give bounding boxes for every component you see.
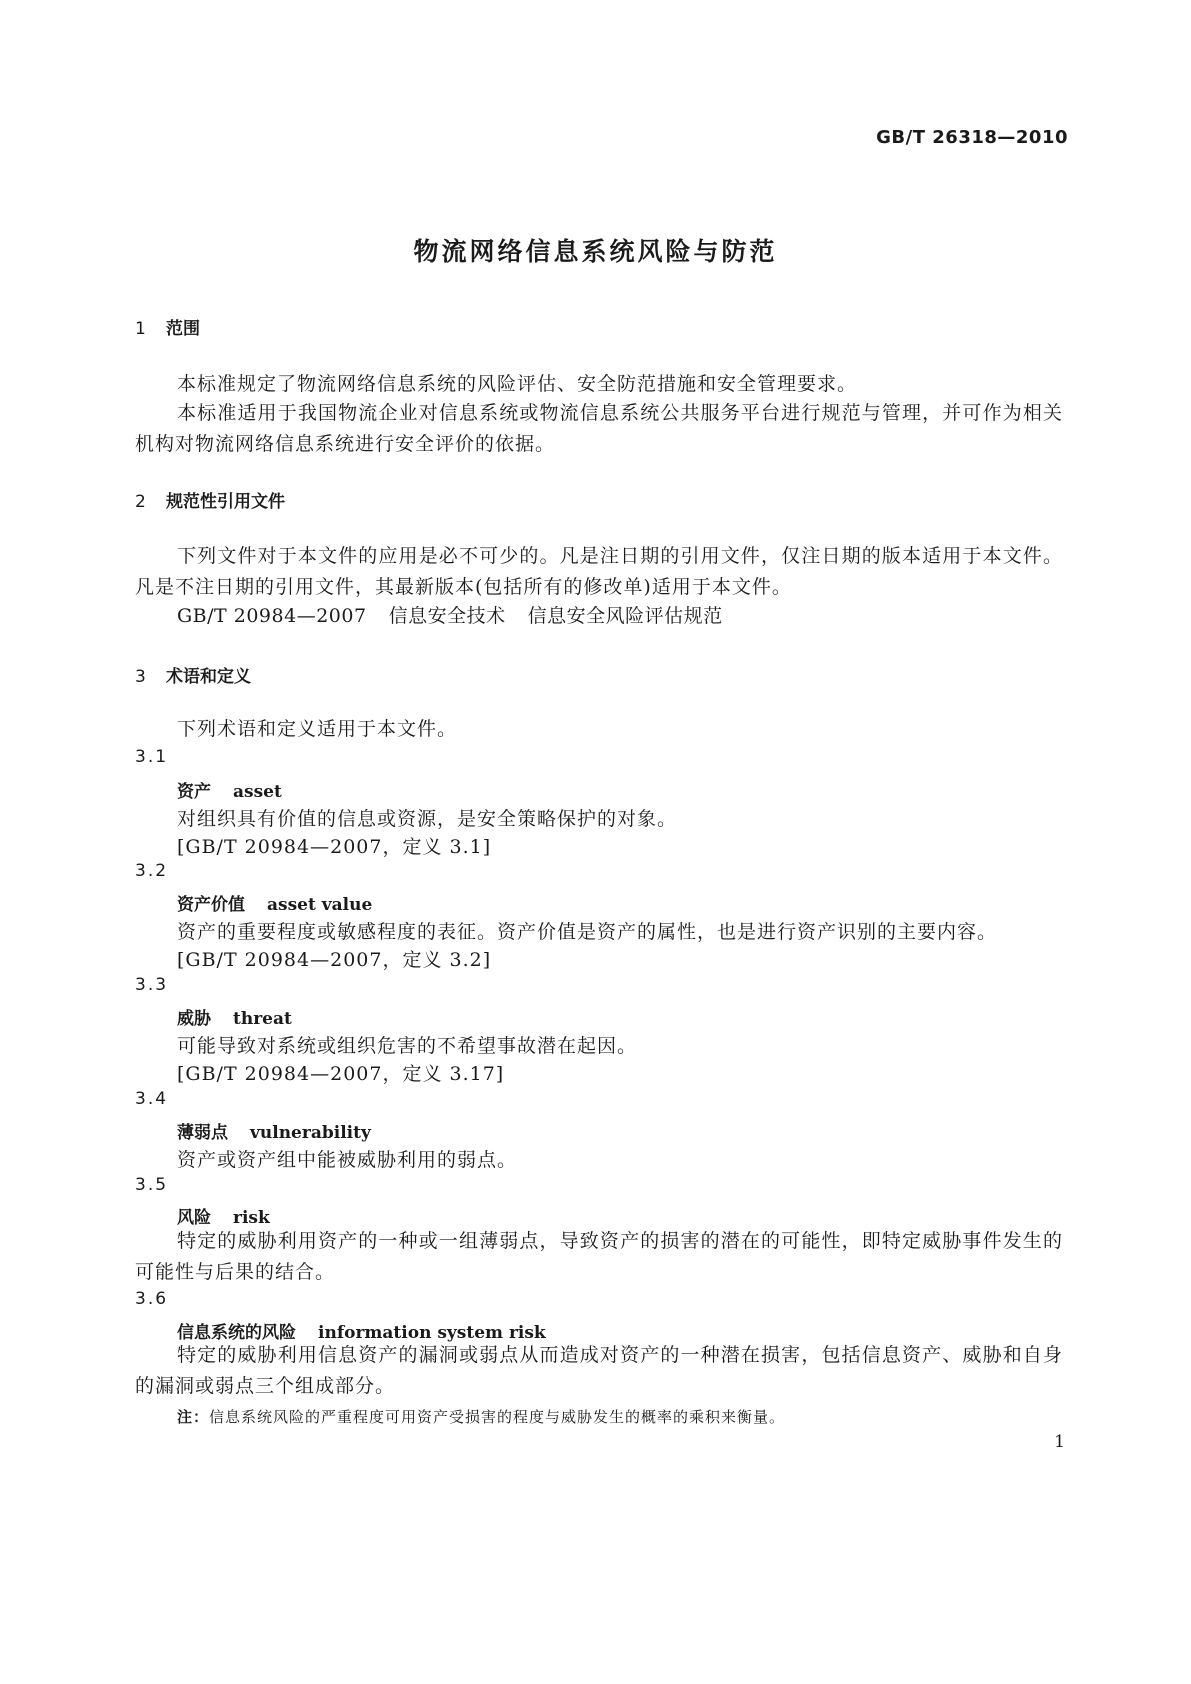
term-chinese: 资产价值 xyxy=(177,895,245,915)
term-definition: 资产或资产组中能被威胁利用的弱点。 xyxy=(177,1149,518,1171)
term-note xyxy=(177,1406,785,1427)
term-english: threat xyxy=(233,1009,292,1029)
section-2-paragraph-1: 下列文件对于本文件的应用是必不可少的。凡是注日期的引用文件，仅注日期的版本适用于本文件。凡是不注日期的引用文件，其最新版本(包括所有的修改单)适用于本文件。 xyxy=(135,545,1063,598)
term-name xyxy=(177,777,282,802)
reference-title-part-2: 信息安全风险评估规范 xyxy=(527,605,723,627)
section-3-heading xyxy=(135,662,251,687)
section-title: 术语和定义 xyxy=(166,667,251,687)
term-number: 3.1 xyxy=(135,747,169,767)
section-number: 3 xyxy=(135,667,146,687)
term-name xyxy=(177,1118,371,1143)
term-name xyxy=(177,1004,292,1029)
section-3-intro: 下列术语和定义适用于本文件。 xyxy=(177,718,458,740)
term-source: [GB/T 20984—2007，定义 3.1] xyxy=(177,836,492,858)
term-definition: 资产的重要程度或敏感程度的表征。资产价值是资产的属性，也是进行资产识别的主要内容。 xyxy=(177,921,998,943)
term-source: [GB/T 20984—2007，定义 3.2] xyxy=(177,949,492,971)
standard-number: GB/T 26318—2010 xyxy=(876,127,1068,148)
term-chinese: 资产 xyxy=(177,782,211,802)
term-source: [GB/T 20984—2007，定义 3.17] xyxy=(177,1063,505,1085)
term-number: 3.6 xyxy=(135,1289,169,1309)
section-1-paragraph-2: 本标准适用于我国物流企业对信息系统或物流信息系统公共服务平台进行规范与管理，并可作为相关机构对物流网络信息系统进行安全评价的依据。 xyxy=(135,402,1063,455)
document-title: 物流网络信息系统风险与防范 xyxy=(413,237,778,266)
section-title: 范围 xyxy=(166,319,200,339)
section-number: 1 xyxy=(135,319,146,339)
section-2-heading xyxy=(135,487,285,512)
reference-code: GB/T 20984—2007 xyxy=(177,605,367,627)
term-english: asset value xyxy=(267,895,373,915)
term-number: 3.3 xyxy=(135,975,169,995)
term-definition: 特定的威胁利用信息资产的漏洞或弱点从而造成对资产的一种潜在损害，包括信息资产、威胁和自身的漏洞或弱点三个组成部分。 xyxy=(135,1344,1063,1397)
note-label: 注： xyxy=(177,1408,210,1426)
reference-title-part-1: 信息安全技术 xyxy=(388,605,506,627)
term-name xyxy=(177,1203,270,1228)
term-english: risk xyxy=(233,1208,270,1228)
term-definition: 对组织具有价值的信息或资源，是安全策略保护的对象。 xyxy=(177,808,678,830)
term-chinese: 薄弱点 xyxy=(177,1123,228,1143)
term-definition: 可能导致对系统或组织危害的不希望事故潜在起因。 xyxy=(177,1035,638,1057)
section-number: 2 xyxy=(135,492,146,512)
term-chinese: 威胁 xyxy=(177,1009,211,1029)
page-number: 1 xyxy=(1054,1432,1065,1452)
term-number: 3.5 xyxy=(135,1175,169,1195)
term-chinese: 风险 xyxy=(177,1208,211,1228)
note-text: 信息系统风险的严重程度可用资产受损害的程度与威胁发生的概率的乘积来衡量。 xyxy=(209,1408,786,1426)
section-1-heading xyxy=(135,314,200,339)
section-title: 规范性引用文件 xyxy=(166,492,285,512)
term-english: asset xyxy=(233,782,282,802)
term-english: information system risk xyxy=(318,1323,546,1343)
term-definition: 特定的威胁利用资产的一种或一组薄弱点，导致资产的损害的潜在的可能性，即特定威胁事件发生的可能性与后果的结合。 xyxy=(135,1230,1063,1283)
section-1-paragraph-1: 本标准规定了物流网络信息系统的风险评估、安全防范措施和安全管理要求。 xyxy=(177,373,858,395)
term-chinese: 信息系统的风险 xyxy=(177,1323,296,1343)
term-name xyxy=(177,890,372,915)
term-english: vulnerability xyxy=(250,1123,371,1143)
term-number: 3.4 xyxy=(135,1089,169,1109)
term-number: 3.2 xyxy=(135,861,169,881)
normative-reference xyxy=(177,601,745,628)
